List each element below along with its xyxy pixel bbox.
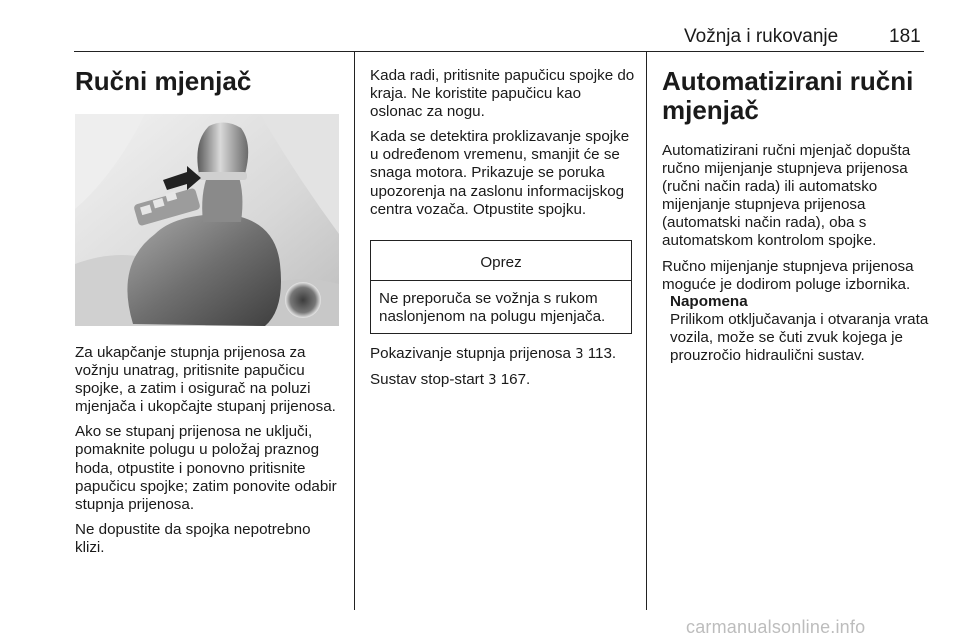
reference-text: Pokazivanje stupnja prijenosa (370, 345, 571, 362)
column-2 (370, 67, 636, 226)
paragraph: Kada radi, pritisnite papučicu spojke do kraja. Ne koristite papučicu kao oslonac za nogu. (370, 67, 635, 121)
column-1-body (75, 344, 343, 564)
column-3 (662, 67, 937, 301)
paragraph: Ne dopustite da spojka nepotrebno klizi. (75, 520, 311, 556)
caution-box (370, 240, 632, 334)
section-heading-manual: Ručni mjenjač (75, 66, 252, 96)
paragraph: Automatizirani ručni mjenjač dopušta ručno mijenjanje stupnjeva prijenosa (ručni način rada) ili automatsko mijenjanje stupnjeva prijenosa (automatski način rada), oba s automatskom kontrolom spojke. (662, 142, 911, 250)
caution-title: Oprez (371, 241, 631, 281)
header-rule (74, 51, 924, 52)
paragraph: Za ukapčanje stupnja prijenosa za vožnju unatrag, pritisnite papučicu spojke, a zatim i osigurač na poluzi mjenjača i ukopčajte stupanj prijenosa. (75, 344, 336, 416)
note-title: Napomena (670, 293, 748, 310)
paragraph: Kada se detektira proklizavanje spojke u određenom vremenu, smanjit će se snaga motora. Prikazuje se poruka upozorenja na zaslonu informacijskog centra vozača. Otpustite spojku. (370, 128, 630, 218)
heading-line: mjenjač (662, 95, 759, 125)
note-body: Prilikom otključavanja i otvaranja vrata vozila, može se čuti zvuk kojega je prouzročio hidraulični sustav. (670, 311, 929, 365)
column-divider-1 (354, 52, 355, 610)
reference-page: 167. (500, 371, 531, 389)
column-1 (75, 67, 343, 96)
section-heading-automated (662, 67, 937, 125)
cross-reference[interactable] (370, 345, 640, 364)
header-title: Vožnja i rukovanje (684, 26, 839, 47)
cross-references (370, 345, 640, 397)
gear-lever-photo (75, 114, 339, 326)
watermark: carmanualsonline.info (686, 617, 866, 637)
column-divider-2 (646, 52, 647, 610)
page-number: 181 (889, 26, 921, 47)
cross-reference[interactable] (370, 371, 640, 390)
paragraph: Ako se stupanj prijenosa ne uključi, pomaknite polugu u položaj praznog hoda, otpustite i ponovno pritisnite papučicu spojke; zatim ponovite odabir stupnja prijenosa. (75, 423, 337, 513)
reference-page: 113. (587, 345, 617, 362)
caution-body: Ne preporuča se vožnja s rukom naslonjenom na polugu mjenjača. (379, 290, 606, 326)
paragraph: Ručno mijenjanje stupnjeva prijenosa moguće je dodirom poluge izbornika. (662, 257, 914, 293)
note-block (670, 293, 930, 365)
reference-arrow-icon: 3 (575, 347, 584, 362)
reference-arrow-icon: 3 (488, 373, 497, 389)
heading-line: Automatizirani ručni (662, 66, 914, 96)
reference-text: Sustav stop-start (370, 371, 484, 389)
